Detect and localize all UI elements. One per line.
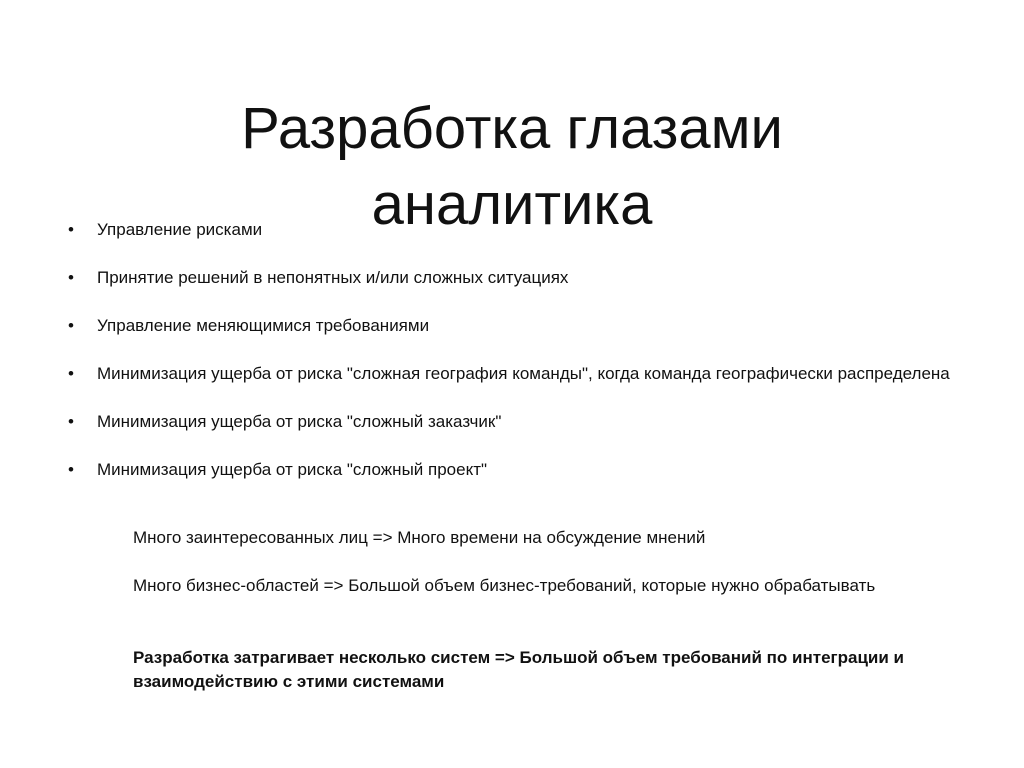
sub-item-stakeholders: Много заинтересованных лиц => Много времени на обсуждение мнений xyxy=(133,528,706,547)
slide-title-line-1: Разработка глазами xyxy=(241,95,783,161)
sub-item-business-areas: Много бизнес-областей => Большой объем бизнес-требований, которые нужно обрабатывать xyxy=(133,576,876,595)
bullet-team-geography-risk: • Минимизация ущерба от риска "сложная география команды", когда команда географически распределена xyxy=(64,362,964,386)
bullet-difficult-customer-risk: • Минимизация ущерба от риска "сложный заказчик" xyxy=(64,410,964,434)
bullet-decision-making: • Принятие решений в непонятных и/или сложных ситуациях xyxy=(64,266,964,290)
bullet-list xyxy=(64,218,964,506)
slide-title-line-2: аналитика xyxy=(371,171,653,237)
bullet-changing-requirements: • Управление меняющимися требованиями xyxy=(64,314,964,338)
bullet-risk-management: • Управление рисками xyxy=(64,218,964,242)
bullet-difficult-project-risk: • Минимизация ущерба от риска "сложный проект" xyxy=(64,458,964,482)
sub-item-system-integration: Разработка затрагивает несколько систем => Большой объем требований по интеграции и взаимодействию с этими системами xyxy=(133,648,904,691)
